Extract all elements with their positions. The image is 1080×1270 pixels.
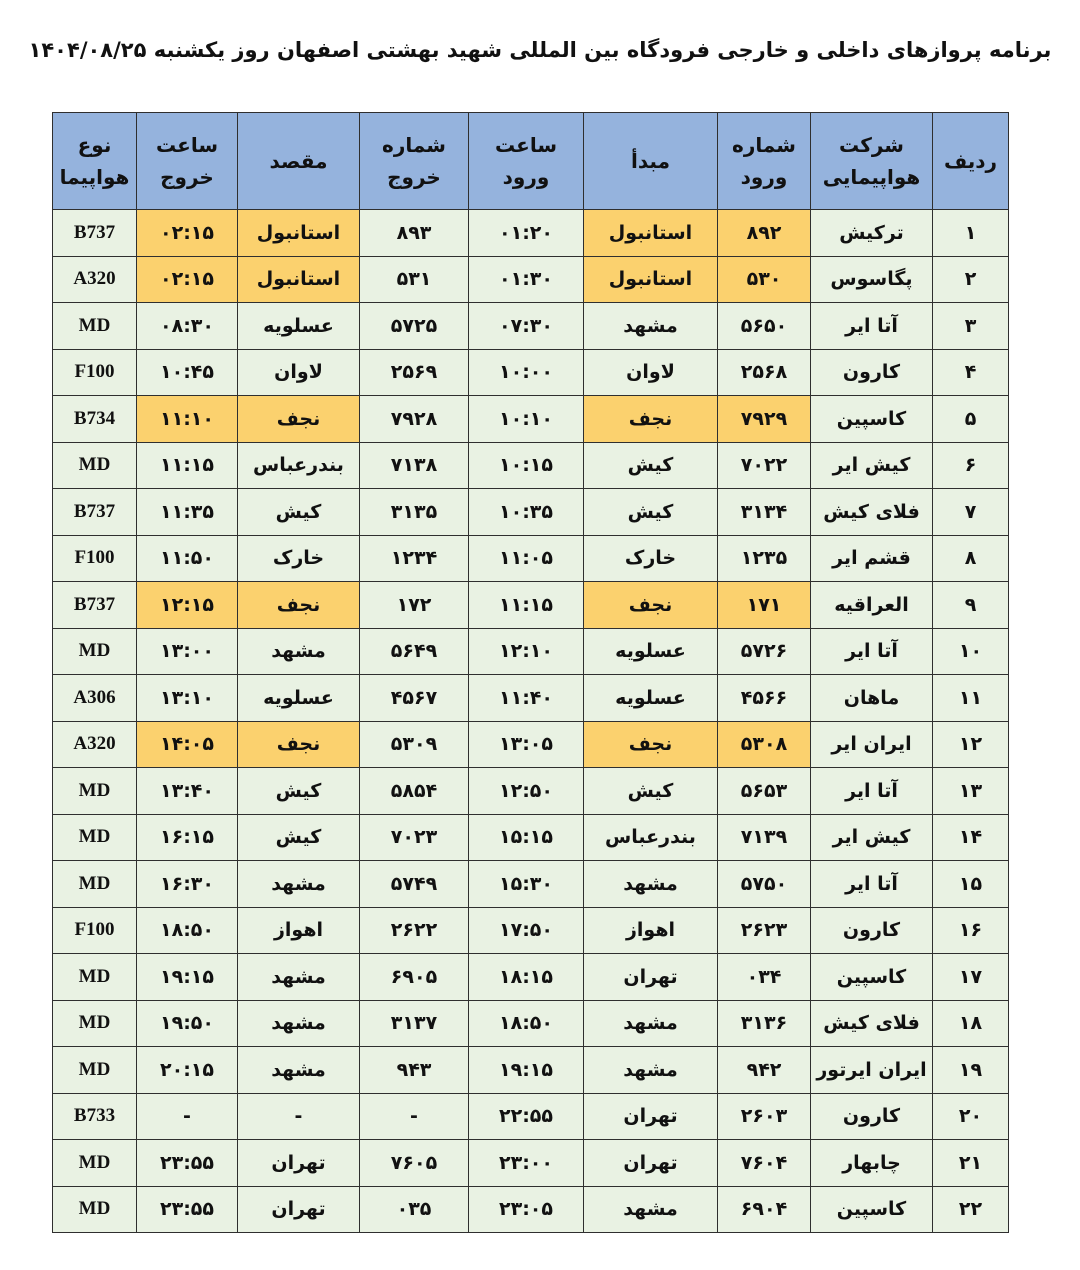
departure-time-cell: ۲۰:۱۵ xyxy=(137,1047,238,1094)
destination-cell: - xyxy=(238,1093,360,1140)
destination-cell: تهران xyxy=(238,1186,360,1233)
origin-cell: تهران xyxy=(584,954,718,1001)
airline-cell: کارون xyxy=(811,349,933,396)
aircraft-type-cell: MD xyxy=(53,1047,137,1094)
origin-cell: عسلویه xyxy=(584,628,718,675)
arrival-number-cell: ۸۹۲ xyxy=(718,210,811,257)
airline-cell: ایران ایر xyxy=(811,721,933,768)
airline-cell: آتا ایر xyxy=(811,768,933,815)
origin-cell: خارک xyxy=(584,535,718,582)
airline-cell: فلای کیش xyxy=(811,489,933,536)
table-row xyxy=(53,628,1009,675)
arrival-time-cell: ۰۷:۳۰ xyxy=(469,303,584,350)
departure-time-cell: ۱۰:۴۵ xyxy=(137,349,238,396)
origin-cell: نجف xyxy=(584,721,718,768)
arrival-time-cell: ۱۱:۰۵ xyxy=(469,535,584,582)
aircraft-type-cell: MD xyxy=(53,442,137,489)
departure-time-cell: ۱۴:۰۵ xyxy=(137,721,238,768)
table-row xyxy=(53,675,1009,722)
destination-cell: استانبول xyxy=(238,256,360,303)
row-number-cell: ۱۰ xyxy=(933,628,1009,675)
table-row xyxy=(53,1140,1009,1187)
arrival-number-cell: ۵۶۵۰ xyxy=(718,303,811,350)
table-row xyxy=(53,210,1009,257)
aircraft-type-cell: A306 xyxy=(53,675,137,722)
airline-cell: ایران ایرتور xyxy=(811,1047,933,1094)
arrival-time-cell: ۱۵:۳۰ xyxy=(469,861,584,908)
destination-cell: کیش xyxy=(238,814,360,861)
table-row xyxy=(53,1093,1009,1140)
aircraft-type-cell: A320 xyxy=(53,256,137,303)
departure-number-cell: ۵۳۱ xyxy=(360,256,469,303)
table-row xyxy=(53,954,1009,1001)
arrival-time-cell: ۰۱:۲۰ xyxy=(469,210,584,257)
destination-cell: نجف xyxy=(238,582,360,629)
aircraft-type-cell: MD xyxy=(53,861,137,908)
departure-number-cell: ۳۱۳۷ xyxy=(360,1000,469,1047)
departure-time-cell: ۱۹:۱۵ xyxy=(137,954,238,1001)
arrival-time-cell: ۲۳:۰۵ xyxy=(469,1186,584,1233)
origin-cell: مشهد xyxy=(584,1186,718,1233)
header-aircraft-type: نوع هواپیما xyxy=(53,113,137,210)
header-departure-number: شماره خروج xyxy=(360,113,469,210)
aircraft-type-cell: MD xyxy=(53,954,137,1001)
arrival-number-cell: ۷۹۲۹ xyxy=(718,396,811,443)
arrival-number-cell: ۱۷۱ xyxy=(718,582,811,629)
aircraft-type-cell: MD xyxy=(53,303,137,350)
row-number-cell: ۱۵ xyxy=(933,861,1009,908)
arrival-number-cell: ۷۰۲۲ xyxy=(718,442,811,489)
departure-time-cell: ۱۸:۵۰ xyxy=(137,907,238,954)
aircraft-type-cell: B737 xyxy=(53,489,137,536)
aircraft-type-cell: F100 xyxy=(53,535,137,582)
aircraft-type-cell: B737 xyxy=(53,210,137,257)
row-number-cell: ۱۶ xyxy=(933,907,1009,954)
departure-time-cell: ۱۱:۱۵ xyxy=(137,442,238,489)
airline-cell: کارون xyxy=(811,1093,933,1140)
airline-cell: کارون xyxy=(811,907,933,954)
origin-cell: نجف xyxy=(584,396,718,443)
arrival-number-cell: ۲۶۰۳ xyxy=(718,1093,811,1140)
aircraft-type-cell: MD xyxy=(53,768,137,815)
departure-time-cell: ۱۳:۰۰ xyxy=(137,628,238,675)
aircraft-type-cell: MD xyxy=(53,1140,137,1187)
arrival-number-cell: ۷۶۰۴ xyxy=(718,1140,811,1187)
airline-cell: آتا ایر xyxy=(811,861,933,908)
arrival-time-cell: ۱۸:۱۵ xyxy=(469,954,584,1001)
departure-number-cell: ۲۵۶۹ xyxy=(360,349,469,396)
arrival-time-cell: ۱۹:۱۵ xyxy=(469,1047,584,1094)
table-row xyxy=(53,1047,1009,1094)
airline-cell: آتا ایر xyxy=(811,303,933,350)
arrival-number-cell: ۵۳۰۸ xyxy=(718,721,811,768)
airline-cell: آتا ایر xyxy=(811,628,933,675)
aircraft-type-cell: F100 xyxy=(53,349,137,396)
departure-number-cell: ۵۶۴۹ xyxy=(360,628,469,675)
header-arrival-time: ساعت ورود xyxy=(469,113,584,210)
departure-number-cell: ۷۹۲۸ xyxy=(360,396,469,443)
destination-cell: کیش xyxy=(238,489,360,536)
origin-cell: مشهد xyxy=(584,303,718,350)
departure-number-cell: ۵۸۵۴ xyxy=(360,768,469,815)
origin-cell: عسلویه xyxy=(584,675,718,722)
table-row xyxy=(53,1186,1009,1233)
departure-number-cell: ۸۹۳ xyxy=(360,210,469,257)
departure-number-cell: ۱۲۳۴ xyxy=(360,535,469,582)
arrival-number-cell: ۳۱۳۴ xyxy=(718,489,811,536)
header-airline: شرکت هواپیمایی xyxy=(811,113,933,210)
departure-number-cell: ۵۷۲۵ xyxy=(360,303,469,350)
flight-rows xyxy=(53,210,1009,1233)
departure-time-cell: ۱۱:۱۰ xyxy=(137,396,238,443)
row-number-cell: ۱۴ xyxy=(933,814,1009,861)
departure-number-cell: ۰۳۵ xyxy=(360,1186,469,1233)
aircraft-type-cell: B733 xyxy=(53,1093,137,1140)
row-number-cell: ۲۰ xyxy=(933,1093,1009,1140)
departure-time-cell: ۱۳:۱۰ xyxy=(137,675,238,722)
origin-cell: مشهد xyxy=(584,1047,718,1094)
table-row xyxy=(53,582,1009,629)
departure-time-cell: ۱۶:۱۵ xyxy=(137,814,238,861)
table-row xyxy=(53,303,1009,350)
table-row xyxy=(53,535,1009,582)
departure-number-cell: ۷۰۲۳ xyxy=(360,814,469,861)
aircraft-type-cell: B737 xyxy=(53,582,137,629)
arrival-time-cell: ۱۰:۱۰ xyxy=(469,396,584,443)
origin-cell: کیش xyxy=(584,442,718,489)
aircraft-type-cell: B734 xyxy=(53,396,137,443)
origin-cell: کیش xyxy=(584,768,718,815)
aircraft-type-cell: F100 xyxy=(53,907,137,954)
departure-number-cell: - xyxy=(360,1093,469,1140)
aircraft-type-cell: MD xyxy=(53,1186,137,1233)
arrival-time-cell: ۱۱:۴۰ xyxy=(469,675,584,722)
destination-cell: عسلویه xyxy=(238,675,360,722)
departure-number-cell: ۵۳۰۹ xyxy=(360,721,469,768)
departure-time-cell: ۱۱:۳۵ xyxy=(137,489,238,536)
row-number-cell: ۳ xyxy=(933,303,1009,350)
aircraft-type-cell: MD xyxy=(53,814,137,861)
airline-cell: کاسپین xyxy=(811,396,933,443)
departure-time-cell: ۰۲:۱۵ xyxy=(137,256,238,303)
departure-number-cell: ۷۱۳۸ xyxy=(360,442,469,489)
row-number-cell: ۱۱ xyxy=(933,675,1009,722)
departure-time-cell: ۱۳:۴۰ xyxy=(137,768,238,815)
row-number-cell: ۷ xyxy=(933,489,1009,536)
table-row xyxy=(53,1000,1009,1047)
header-destination: مقصد xyxy=(238,113,360,210)
table-row xyxy=(53,721,1009,768)
airline-cell: کیش ایر xyxy=(811,814,933,861)
table-row xyxy=(53,814,1009,861)
row-number-cell: ۴ xyxy=(933,349,1009,396)
arrival-time-cell: ۱۲:۱۰ xyxy=(469,628,584,675)
airline-cell: کیش ایر xyxy=(811,442,933,489)
table-header-row xyxy=(53,113,1009,210)
destination-cell: مشهد xyxy=(238,954,360,1001)
table-row xyxy=(53,861,1009,908)
departure-time-cell: ۰۸:۳۰ xyxy=(137,303,238,350)
page-title: برنامه پروازهای داخلی و خارجی فرودگاه بین المللی شهید بهشتی اصفهان روز یکشنبه ۱۴۰۴/۰۸/۲۵ xyxy=(28,38,1052,62)
departure-number-cell: ۴۵۶۷ xyxy=(360,675,469,722)
airline-cell: ترکیش xyxy=(811,210,933,257)
departure-time-cell: ۱۲:۱۵ xyxy=(137,582,238,629)
destination-cell: لاوان xyxy=(238,349,360,396)
origin-cell: مشهد xyxy=(584,861,718,908)
arrival-time-cell: ۱۰:۰۰ xyxy=(469,349,584,396)
arrival-number-cell: ۷۱۳۹ xyxy=(718,814,811,861)
origin-cell: استانبول xyxy=(584,210,718,257)
aircraft-type-cell: A320 xyxy=(53,721,137,768)
row-number-cell: ۲ xyxy=(933,256,1009,303)
header-row-number: ردیف xyxy=(933,113,1009,210)
header-origin: مبدأ xyxy=(584,113,718,210)
airline-cell: ماهان xyxy=(811,675,933,722)
arrival-time-cell: ۱۰:۱۵ xyxy=(469,442,584,489)
row-number-cell: ۱۸ xyxy=(933,1000,1009,1047)
arrival-number-cell: ۵۷۲۶ xyxy=(718,628,811,675)
destination-cell: نجف xyxy=(238,396,360,443)
origin-cell: اهواز xyxy=(584,907,718,954)
departure-number-cell: ۷۶۰۵ xyxy=(360,1140,469,1187)
destination-cell: کیش xyxy=(238,768,360,815)
origin-cell: مشهد xyxy=(584,1000,718,1047)
destination-cell: مشهد xyxy=(238,1000,360,1047)
destination-cell: مشهد xyxy=(238,861,360,908)
arrival-time-cell: ۱۳:۰۵ xyxy=(469,721,584,768)
arrival-number-cell: ۱۲۳۵ xyxy=(718,535,811,582)
arrival-number-cell: ۶۹۰۴ xyxy=(718,1186,811,1233)
departure-time-cell: ۱۹:۵۰ xyxy=(137,1000,238,1047)
departure-number-cell: ۱۷۲ xyxy=(360,582,469,629)
departure-number-cell: ۶۹۰۵ xyxy=(360,954,469,1001)
origin-cell: تهران xyxy=(584,1140,718,1187)
arrival-time-cell: ۱۰:۳۵ xyxy=(469,489,584,536)
row-number-cell: ۶ xyxy=(933,442,1009,489)
row-number-cell: ۵ xyxy=(933,396,1009,443)
destination-cell: مشهد xyxy=(238,628,360,675)
arrival-number-cell: ۵۶۵۳ xyxy=(718,768,811,815)
row-number-cell: ۱۹ xyxy=(933,1047,1009,1094)
airline-cell: العراقیه xyxy=(811,582,933,629)
airline-cell: کاسپین xyxy=(811,954,933,1001)
destination-cell: بندرعباس xyxy=(238,442,360,489)
departure-number-cell: ۳۱۳۵ xyxy=(360,489,469,536)
arrival-time-cell: ۲۲:۵۵ xyxy=(469,1093,584,1140)
flight-schedule-table xyxy=(52,112,1009,1233)
airline-cell: قشم ایر xyxy=(811,535,933,582)
row-number-cell: ۲۲ xyxy=(933,1186,1009,1233)
arrival-time-cell: ۱۲:۵۰ xyxy=(469,768,584,815)
destination-cell: نجف xyxy=(238,721,360,768)
table-row xyxy=(53,349,1009,396)
destination-cell: تهران xyxy=(238,1140,360,1187)
table-row xyxy=(53,907,1009,954)
arrival-number-cell: ۳۱۳۶ xyxy=(718,1000,811,1047)
destination-cell: استانبول xyxy=(238,210,360,257)
origin-cell: لاوان xyxy=(584,349,718,396)
arrival-number-cell: ۴۵۶۶ xyxy=(718,675,811,722)
header-departure-time: ساعت خروج xyxy=(137,113,238,210)
origin-cell: استانبول xyxy=(584,256,718,303)
arrival-time-cell: ۱۵:۱۵ xyxy=(469,814,584,861)
row-number-cell: ۱۳ xyxy=(933,768,1009,815)
departure-time-cell: ۰۲:۱۵ xyxy=(137,210,238,257)
header-arrival-number: شماره ورود xyxy=(718,113,811,210)
aircraft-type-cell: MD xyxy=(53,1000,137,1047)
destination-cell: مشهد xyxy=(238,1047,360,1094)
origin-cell: نجف xyxy=(584,582,718,629)
arrival-time-cell: ۲۳:۰۰ xyxy=(469,1140,584,1187)
departure-time-cell: ۲۳:۵۵ xyxy=(137,1186,238,1233)
departure-number-cell: ۹۴۳ xyxy=(360,1047,469,1094)
destination-cell: خارک xyxy=(238,535,360,582)
departure-time-cell: ۲۳:۵۵ xyxy=(137,1140,238,1187)
arrival-time-cell: ۱۱:۱۵ xyxy=(469,582,584,629)
origin-cell: تهران xyxy=(584,1093,718,1140)
arrival-number-cell: ۲۵۶۸ xyxy=(718,349,811,396)
arrival-number-cell: ۹۴۲ xyxy=(718,1047,811,1094)
table-row xyxy=(53,489,1009,536)
arrival-number-cell: ۵۳۰ xyxy=(718,256,811,303)
table-row xyxy=(53,396,1009,443)
row-number-cell: ۹ xyxy=(933,582,1009,629)
airline-cell: فلای کیش xyxy=(811,1000,933,1047)
airline-cell: کاسپین xyxy=(811,1186,933,1233)
departure-number-cell: ۲۶۲۲ xyxy=(360,907,469,954)
arrival-time-cell: ۰۱:۳۰ xyxy=(469,256,584,303)
row-number-cell: ۱ xyxy=(933,210,1009,257)
arrival-number-cell: ۲۶۲۳ xyxy=(718,907,811,954)
airline-cell: پگاسوس xyxy=(811,256,933,303)
aircraft-type-cell: MD xyxy=(53,628,137,675)
departure-time-cell: ۱۶:۳۰ xyxy=(137,861,238,908)
row-number-cell: ۲۱ xyxy=(933,1140,1009,1187)
departure-number-cell: ۵۷۴۹ xyxy=(360,861,469,908)
table-row xyxy=(53,768,1009,815)
arrival-number-cell: ۰۳۴ xyxy=(718,954,811,1001)
airline-cell: چابهار xyxy=(811,1140,933,1187)
arrival-time-cell: ۱۸:۵۰ xyxy=(469,1000,584,1047)
table-row xyxy=(53,256,1009,303)
row-number-cell: ۸ xyxy=(933,535,1009,582)
arrival-time-cell: ۱۷:۵۰ xyxy=(469,907,584,954)
destination-cell: عسلویه xyxy=(238,303,360,350)
row-number-cell: ۱۷ xyxy=(933,954,1009,1001)
departure-time-cell: - xyxy=(137,1093,238,1140)
destination-cell: اهواز xyxy=(238,907,360,954)
departure-time-cell: ۱۱:۵۰ xyxy=(137,535,238,582)
origin-cell: بندرعباس xyxy=(584,814,718,861)
origin-cell: کیش xyxy=(584,489,718,536)
arrival-number-cell: ۵۷۵۰ xyxy=(718,861,811,908)
table-row xyxy=(53,442,1009,489)
row-number-cell: ۱۲ xyxy=(933,721,1009,768)
